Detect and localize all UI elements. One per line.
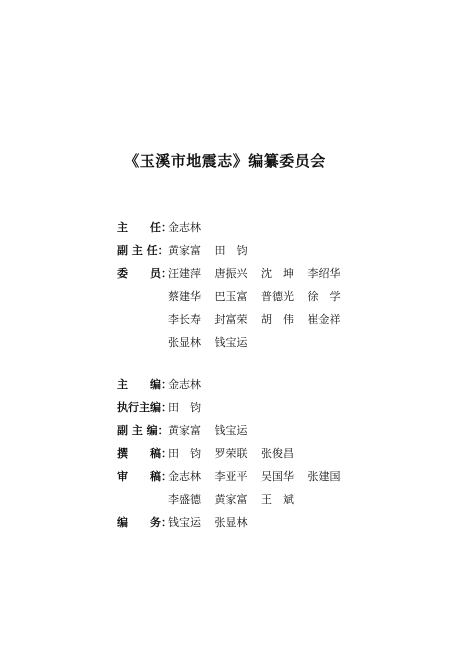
person-name: 田 钧 xyxy=(168,401,201,414)
person-name: 钱宝运 xyxy=(168,516,201,529)
person-name: 张俊昌 xyxy=(261,447,294,460)
exec-editor-label: 执行主编： xyxy=(117,401,172,414)
person-name: 崔金祥 xyxy=(307,313,341,326)
person-name: 金志林 xyxy=(168,378,201,391)
person-name: 张建国 xyxy=(307,470,341,483)
deputy-editor-names xyxy=(168,423,258,439)
person-name: 李盛德 xyxy=(168,493,201,506)
person-name: 金志林 xyxy=(168,470,201,483)
members-names-line-4 xyxy=(168,335,258,351)
person-name: 封富荣 xyxy=(214,313,248,326)
chair-names xyxy=(168,220,211,236)
person-name: 徐 学 xyxy=(307,290,341,303)
person-name: 胡 伟 xyxy=(261,313,294,326)
affairs-label: 编 务： xyxy=(117,516,172,529)
person-name: 王 斌 xyxy=(261,493,294,506)
person-name: 金志林 xyxy=(168,221,201,234)
deputy-editor-label: 副 主 编： xyxy=(117,424,169,437)
vice-chair-names xyxy=(168,243,258,259)
person-name: 蔡建华 xyxy=(168,290,201,303)
person-name: 黄家富 xyxy=(168,244,201,257)
person-name: 张显林 xyxy=(214,516,248,529)
person-name: 田 钧 xyxy=(214,244,248,257)
reviewers-label: 审 稿： xyxy=(117,470,172,483)
person-name: 李亚平 xyxy=(214,470,248,483)
person-name: 钱宝运 xyxy=(214,424,248,437)
editor-names xyxy=(168,377,211,393)
writers-label: 撰 稿： xyxy=(117,447,172,460)
person-name: 黄家富 xyxy=(168,424,201,437)
person-name: 张显林 xyxy=(168,336,201,349)
person-name: 汪建萍 xyxy=(168,267,201,280)
chair-label: 主 任： xyxy=(117,221,172,234)
members-names-line-3 xyxy=(168,312,351,328)
editor-label: 主 编： xyxy=(117,378,172,391)
person-name: 钱宝运 xyxy=(214,336,248,349)
person-name: 李长寿 xyxy=(168,313,201,326)
reviewers-names-line-2 xyxy=(168,492,304,508)
writers-names xyxy=(168,446,304,462)
person-name: 李绍华 xyxy=(307,267,341,280)
person-name: 沈 坤 xyxy=(261,267,294,280)
person-name: 罗荣联 xyxy=(214,447,248,460)
members-names-line-2 xyxy=(168,289,351,305)
person-name: 田 钧 xyxy=(168,447,201,460)
reviewers-names-line-1 xyxy=(168,469,351,485)
affairs-names xyxy=(168,515,258,531)
person-name: 普德光 xyxy=(261,290,294,303)
person-name: 巴玉富 xyxy=(214,290,248,303)
person-name: 吴国华 xyxy=(261,470,294,483)
vice-chair-label: 副 主 任： xyxy=(117,244,169,257)
members-label: 委 员： xyxy=(117,267,172,280)
members-names-line-1 xyxy=(168,266,351,282)
page-title: 《玉溪市地震志》编纂委员会 xyxy=(124,152,326,170)
exec-editor-names xyxy=(168,400,211,416)
person-name: 黄家富 xyxy=(214,493,248,506)
person-name: 唐振兴 xyxy=(214,267,248,280)
